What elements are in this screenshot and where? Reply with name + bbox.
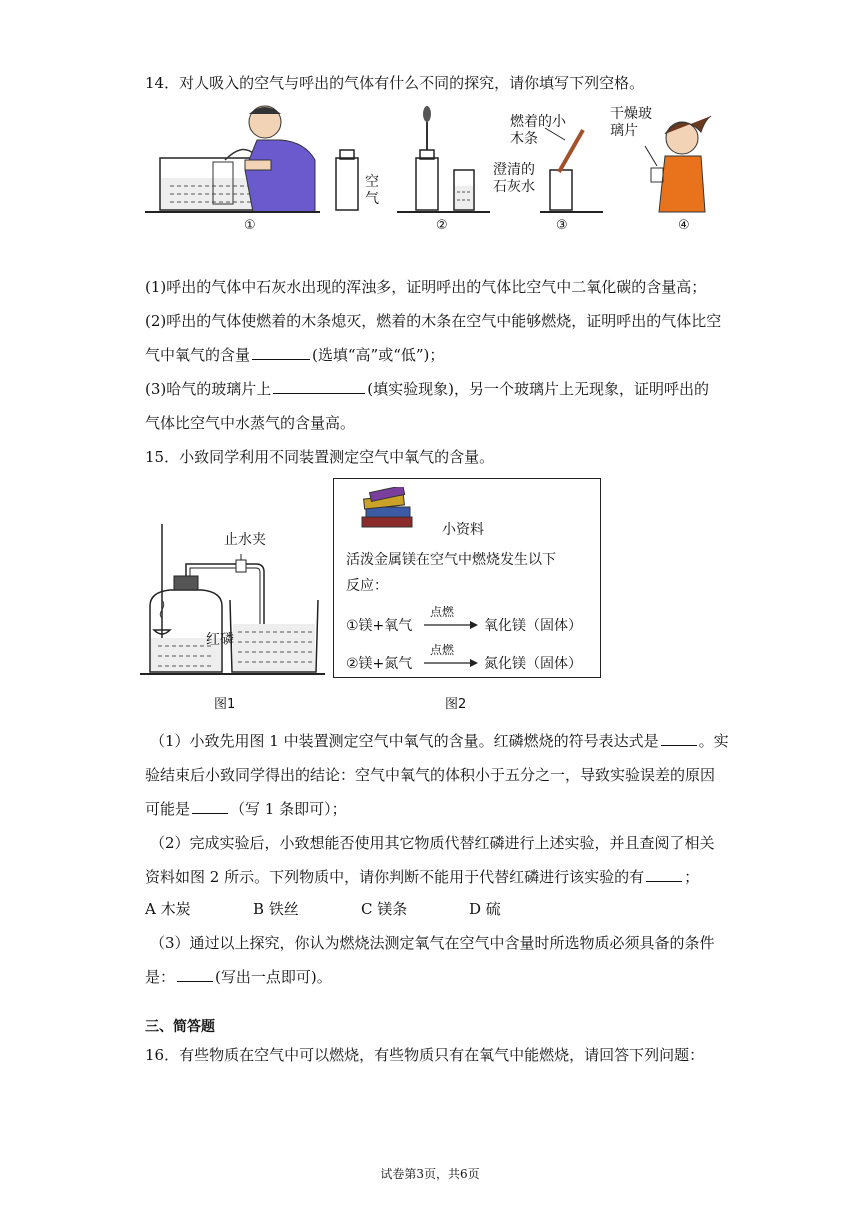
reaction-2-right: 氮化镁（固体）: [484, 656, 582, 672]
air-label: 空气: [365, 174, 379, 207]
fig-number-1: ①: [244, 218, 256, 233]
q16-stem: 16．有些物质在空气中可以燃烧，有些物质只有在氧气中能燃烧，请回答下列问题：: [145, 1046, 705, 1064]
q15-part1-line2: 验结束后小致同学得出的结论：空气中氧气的体积小于五分之一，导致实验误差的原因: [145, 766, 716, 784]
girl-with-glass-illustration: [645, 116, 711, 212]
answer-blank-substitute[interactable]: [646, 866, 682, 882]
answer-blank-glass[interactable]: [273, 378, 365, 394]
figure-1-caption: 图1: [214, 697, 236, 712]
option-c[interactable]: C 镁条: [361, 900, 408, 918]
clamp-label: 止水夹: [224, 532, 266, 548]
info-text-line1: 活泼金属镁在空气中燃烧发生以下: [346, 552, 556, 568]
q14-part2-line2: 气中氧气的含量 (选填“高”或“低”)；: [145, 346, 445, 364]
q14-stem: 14．对人吸入的空气与呼出的气体有什么不同的探究，请你填写下列空格。: [145, 74, 645, 92]
air-bottle: [336, 150, 358, 210]
q14-part2-line1: (2)呼出的气体使燃着的木条熄灭，燃着的木条在空气中能够燃烧，证明呼出的气体比空: [145, 312, 722, 330]
answer-blank-error-cause[interactable]: [192, 798, 228, 814]
reaction-2-condition: 点燃: [430, 643, 455, 657]
reaction-1-right: 氧化镁（固体）: [484, 618, 582, 634]
q15-part1-line3: 可能是 （写 1 条即可）；: [145, 800, 347, 818]
reaction-2-arrow: [424, 657, 480, 669]
reaction-1-arrow: [424, 619, 480, 631]
fig-number-4: ④: [678, 218, 690, 233]
answer-blank-oxygen[interactable]: [252, 344, 310, 360]
limewater-label: 澄清的石灰水: [493, 162, 535, 195]
books-icon: [358, 487, 416, 531]
fig-number-2: ②: [436, 218, 448, 233]
breathing-setup-illustration: [145, 106, 320, 212]
red-phosphorus-label: 红磷: [206, 632, 234, 648]
q14-part3-line1: (3)哈气的玻璃片上 (填实验现象)，另一个玻璃片上无现象，证明呼出的: [145, 380, 709, 398]
page-footer: 试卷第3页，共6页: [380, 1167, 480, 1181]
option-b[interactable]: B 铁丝: [253, 900, 299, 918]
dry-glass-label: 干燥玻璃片: [610, 106, 652, 139]
option-a[interactable]: A 木炭: [145, 900, 191, 918]
info-text-line2: 反应：: [346, 578, 388, 594]
q15-part3-line2: 是： (写出一点即可)。: [145, 968, 332, 986]
q14-part3-line2: 气体比空气中水蒸气的含量高。: [145, 414, 356, 432]
section-title: 三、简答题: [145, 1019, 215, 1035]
q15-options: [145, 898, 577, 920]
info-title: 小资料: [442, 522, 484, 538]
q15-stem: 15．小致同学利用不同装置测定空气中氧气的含量。: [145, 448, 495, 466]
reaction-1-left: ①镁+氧气: [346, 618, 413, 634]
q15-part2-line2: 资料如图 2 所示。下列物质中，请你判断不能用于代替红磷进行该实验的有 ；: [145, 868, 700, 886]
limewater-setup: [397, 106, 490, 212]
reaction-2-left: ②镁+氮气: [346, 656, 413, 672]
reaction-1-condition: 点燃: [430, 605, 455, 619]
burning-stick-label: 燃着的小木条: [510, 114, 566, 147]
answer-blank-condition[interactable]: [177, 966, 213, 982]
q14-part1: (1)呼出的气体中石灰水出现的浑浊多，证明呼出的气体比空气中二氧化碳的含量高；: [145, 278, 707, 296]
figure-2-caption: 图2: [445, 697, 467, 712]
q15-part1-line1: （1）小致先用图 1 中装置测定空气中氧气的含量。红磷燃烧的符号表达式是 。实: [150, 732, 729, 750]
q15-part3-line1: （3）通过以上探究，你认为燃烧法测定氧气在空气中含量时所选物质必须具备的条件: [150, 934, 715, 952]
answer-blank-expression[interactable]: [661, 730, 697, 746]
q15-part2-line1: （2）完成实验后，小致想能否使用其它物质代替红磷进行上述实验，并且查阅了相关: [150, 834, 715, 852]
q15-figure-2-infobox: [333, 478, 601, 678]
fig-number-3: ③: [556, 218, 568, 233]
option-d[interactable]: D 硫: [469, 900, 501, 918]
